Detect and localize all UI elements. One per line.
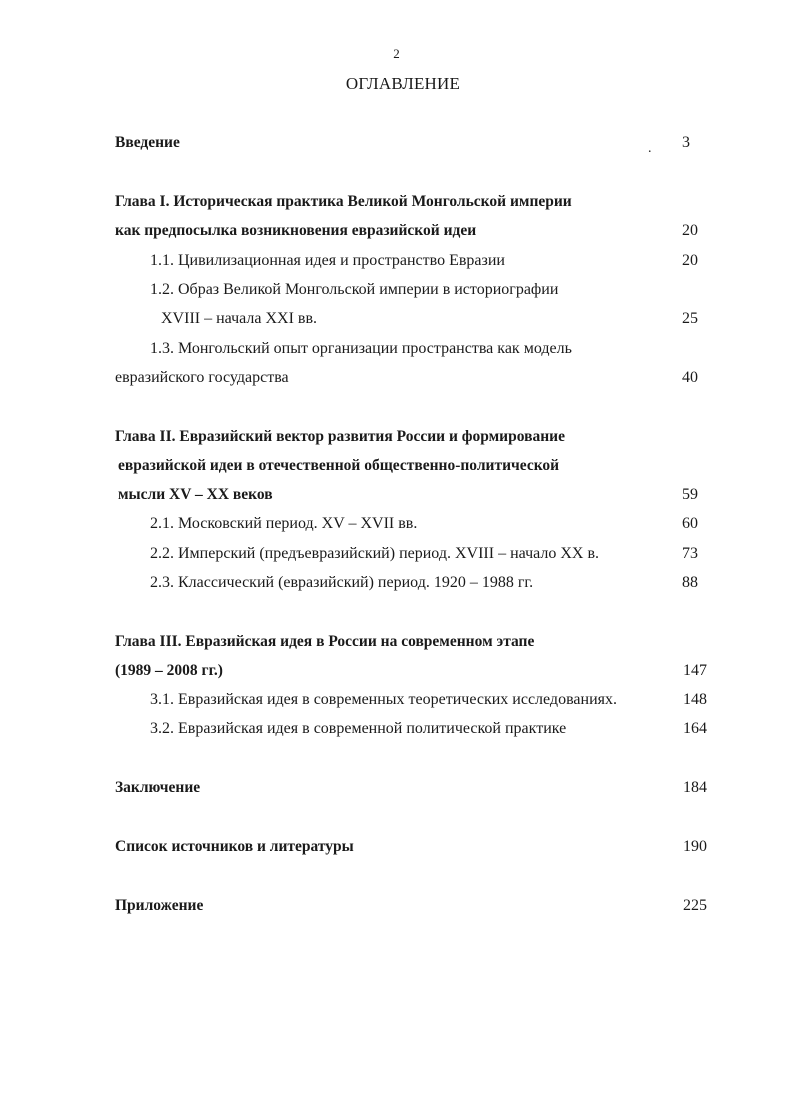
toc-section-1-2-line1: 1.2. Образ Великой Монгольской империи в историографии xyxy=(150,281,559,298)
toc-appendix-page: 225 xyxy=(683,897,707,914)
toc-sources-page: 190 xyxy=(683,838,707,855)
toc-appendix-label: Приложение xyxy=(115,897,204,914)
toc-section-2-1: 2.1. Московский период. XV – XVII вв. xyxy=(150,515,418,532)
toc-section-1-2-page: 25 xyxy=(682,310,698,327)
toc-ch3-page: 147 xyxy=(683,662,707,679)
toc-section-2-2: 2.2. Имперский (предъевразийский) период. XVIII – начало XX в. xyxy=(150,545,600,562)
toc-sources-label: Список источников и литературы xyxy=(115,838,354,855)
toc-conclusion-label: Заключение xyxy=(115,779,201,796)
toc-section-3-1-page: 148 xyxy=(683,691,707,708)
toc-intro-label: Введение xyxy=(115,134,180,151)
toc-section-1-3-line1: 1.3. Монгольский опыт организации пространства как модель xyxy=(150,340,572,357)
toc-ch2-page: 59 xyxy=(682,486,698,503)
toc-section-1-2-line2: XVIII – начала XXI вв. xyxy=(161,310,318,327)
toc-ch3-title-line2: (1989 – 2008 гг.) xyxy=(115,662,223,679)
toc-section-2-3: 2.3. Классический (евразийский) период. 1920 – 1988 гг. xyxy=(150,574,534,591)
toc-section-1-3-page: 40 xyxy=(682,369,698,386)
toc-section-2-3-page: 88 xyxy=(682,574,698,591)
toc-ch3-title-line1: Глава III. Евразийская идея в России на современном этапе xyxy=(115,633,535,650)
toc-ch2-title-line3: мысли XV – XX веков xyxy=(118,486,273,503)
toc-section-3-2: 3.2. Евразийская идея в современной политической практике xyxy=(150,720,567,737)
toc-ch1-page: 20 xyxy=(682,222,698,239)
toc-section-2-1-page: 60 xyxy=(682,515,698,532)
toc-conclusion-page: 184 xyxy=(683,779,707,796)
toc-section-3-2-page: 164 xyxy=(683,720,707,737)
toc-intro-page: 3 xyxy=(682,134,690,151)
toc-ch2-title-line1: Глава II. Евразийский вектор развития России и формирование xyxy=(115,428,565,445)
toc-section-1-1: 1.1. Цивилизационная идея и пространство Евразии xyxy=(150,252,505,269)
scan-speck: . xyxy=(648,141,652,156)
toc-ch1-title-line2: как предпосылка возникновения евразийской идеи xyxy=(115,222,477,239)
page-title: ОГЛАВЛЕНИЕ xyxy=(345,74,461,93)
toc-ch1-title-line1: Глава I. Историческая практика Великой Монгольской империи xyxy=(115,193,572,210)
page-number: 2 xyxy=(393,46,400,61)
toc-section-1-3-line2: евразийского государства xyxy=(115,369,289,386)
toc-section-2-2-page: 73 xyxy=(682,545,698,562)
toc-ch2-title-line2: евразийской идеи в отечественной общественно-политической xyxy=(118,457,560,474)
toc-section-3-1: 3.1. Евразийская идея в современных теоретических исследованиях. xyxy=(150,691,617,708)
toc-section-1-1-page: 20 xyxy=(682,252,698,269)
